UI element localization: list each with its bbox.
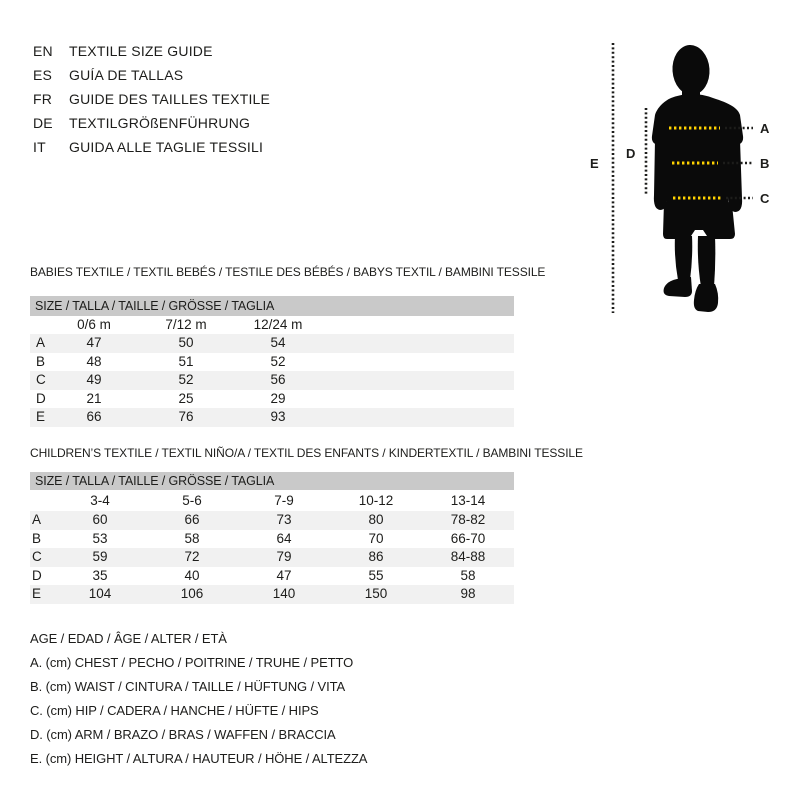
cell-value: 56: [270, 372, 286, 387]
cell-value: 66: [184, 512, 200, 527]
silhouette-left-shoe: [664, 277, 692, 297]
cell-value: 59: [92, 549, 108, 564]
cell-value: 50: [178, 335, 194, 350]
cell-value: 60: [92, 512, 108, 527]
column-header: 13-14: [450, 493, 486, 508]
column-header: 3-4: [90, 493, 110, 508]
cell-value: 72: [184, 549, 200, 564]
silhouette-left-arm: [654, 140, 667, 210]
cell-value: 49: [86, 372, 102, 387]
cell-value: 140: [272, 586, 296, 601]
legend-line-e: E. (cm) HEIGHT / ALTURA / HAUTEUR / HÖHE / ALTEZZA: [30, 751, 368, 766]
language-code: ES: [33, 67, 53, 83]
table-row-d: [30, 390, 514, 409]
row-label: E: [32, 586, 42, 601]
row-label: B: [36, 353, 46, 369]
row-label: C: [36, 372, 46, 387]
cell-value: 93: [270, 409, 286, 424]
language-code: IT: [33, 139, 46, 155]
measure-label-e: E: [590, 156, 599, 171]
language-list: [33, 39, 270, 159]
column-header: 7-9: [274, 493, 294, 508]
language-row-it: [33, 135, 270, 159]
children-column-headers: [30, 490, 514, 511]
table-row-e: [30, 408, 514, 427]
table-row-a: [30, 334, 514, 353]
children-size-header-bar: SIZE / TALLA / TAILLE / GRÖSSE / TAGLIA: [30, 472, 514, 490]
cell-value: 84-88: [450, 549, 486, 564]
cell-value: 66-70: [450, 530, 486, 546]
cell-value: 58: [460, 567, 476, 583]
row-label: A: [36, 335, 46, 350]
table-row-c: [30, 548, 514, 567]
silhouette-right-leg: [698, 236, 716, 287]
table-row-c: [30, 371, 514, 390]
silhouette-left-leg: [675, 236, 692, 280]
measure-label-d: D: [626, 146, 636, 161]
table-row-b: [30, 353, 514, 372]
cell-value: 78-82: [450, 512, 486, 527]
cell-value: 48: [86, 353, 102, 369]
column-header: 5-6: [182, 493, 202, 508]
column-header: 7/12 m: [165, 317, 207, 332]
row-label: E: [36, 409, 46, 424]
cell-value: 21: [86, 390, 102, 406]
language-row-en: [33, 39, 270, 63]
cell-value: 106: [180, 586, 204, 601]
cell-value: 80: [368, 512, 384, 527]
cell-value: 66: [86, 409, 102, 424]
row-label: C: [32, 549, 42, 564]
table-row-d: [30, 567, 514, 586]
cell-value: 53: [92, 530, 108, 546]
babies-size-table: [30, 296, 514, 427]
table-row-a: [30, 511, 514, 530]
language-title: GUIDE DES TAILLES TEXTILE: [69, 91, 271, 107]
babies-column-headers: [30, 316, 514, 334]
measure-label-c: C: [760, 191, 770, 206]
cell-value: 64: [276, 530, 292, 546]
legend-age-line: AGE / EDAD / ÂGE / ALTER / ETÀ: [30, 631, 227, 646]
silhouette-shorts: [663, 202, 735, 239]
cell-value: 70: [368, 530, 384, 546]
measure-label-a: A: [760, 121, 770, 136]
cell-value: 51: [178, 353, 194, 369]
legend-line-a: A. (cm) CHEST / PECHO / POITRINE / TRUHE / PETTO: [30, 655, 354, 670]
child-silhouette: [652, 44, 743, 312]
language-row-es: [33, 63, 270, 87]
silhouette-right-shoe: [694, 284, 718, 312]
cell-value: 35: [92, 567, 108, 583]
cell-value: 40: [184, 567, 200, 583]
table-row-b: [30, 530, 514, 549]
column-header: 0/6 m: [77, 317, 111, 332]
row-label: B: [32, 530, 42, 546]
cell-value: 47: [86, 335, 102, 350]
column-header: 12/24 m: [253, 317, 303, 332]
cell-value: 79: [276, 549, 292, 564]
legend-line-b: B. (cm) WAIST / CINTURA / TAILLE / HÜFTUNG / VITA: [30, 679, 346, 694]
cell-value: 52: [178, 372, 194, 387]
cell-value: 58: [184, 530, 200, 546]
cell-value: 73: [276, 512, 292, 527]
measure-label-b: B: [760, 156, 770, 171]
language-code: DE: [33, 115, 53, 131]
children-size-table: [30, 472, 514, 604]
cell-value: 98: [460, 586, 476, 601]
cell-value: 150: [364, 586, 388, 601]
row-label: D: [36, 390, 46, 406]
column-header: 10-12: [358, 493, 394, 508]
cell-value: 86: [368, 549, 384, 564]
language-title: GUÍA DE TALLAS: [69, 67, 184, 83]
language-row-fr: [33, 87, 270, 111]
row-label: D: [32, 567, 42, 583]
language-row-de: [33, 111, 270, 135]
measurement-diagram: [580, 30, 800, 330]
silhouette-right-arm: [728, 140, 742, 212]
cell-value: 76: [178, 409, 194, 424]
language-title: TEXTILE SIZE GUIDE: [69, 43, 213, 59]
language-code: FR: [33, 91, 53, 107]
children-section-heading: CHILDREN’S TEXTILE / TEXTIL NIÑO/A / TEXTIL DES ENFANTS / KINDERTEXTIL / BAMBINI TESSILE: [30, 446, 583, 460]
legend-line-c: C. (cm) HIP / CADERA / HANCHE / HÜFTE / HIPS: [30, 703, 319, 718]
language-title: GUIDA ALLE TAGLIE TESSILI: [69, 139, 264, 155]
babies-section-heading: BABIES TEXTILE / TEXTIL BEBÉS / TESTILE DES BÉBÉS / BABYS TEXTIL / BAMBINI TESSILE: [30, 265, 546, 279]
legend-line-d: D. (cm) ARM / BRAZO / BRAS / WAFFEN / BRACCIA: [30, 727, 336, 742]
corner-cell: [30, 490, 54, 511]
cell-value: 29: [270, 390, 286, 406]
language-title: TEXTILGRÖßENFÜHRUNG: [69, 115, 251, 131]
corner-cell: [30, 316, 48, 334]
cell-value: 52: [270, 353, 286, 369]
language-code: EN: [33, 43, 53, 59]
cell-value: 25: [178, 390, 194, 406]
row-label: A: [32, 512, 42, 527]
cell-value: 55: [368, 567, 384, 583]
cell-value: 104: [88, 586, 112, 601]
cell-value: 47: [276, 567, 292, 583]
measurement-legend: [30, 627, 367, 771]
table-row-e: [30, 585, 514, 604]
babies-size-header-bar: SIZE / TALLA / TAILLE / GRÖSSE / TAGLIA: [30, 296, 514, 316]
cell-value: 54: [270, 335, 286, 350]
